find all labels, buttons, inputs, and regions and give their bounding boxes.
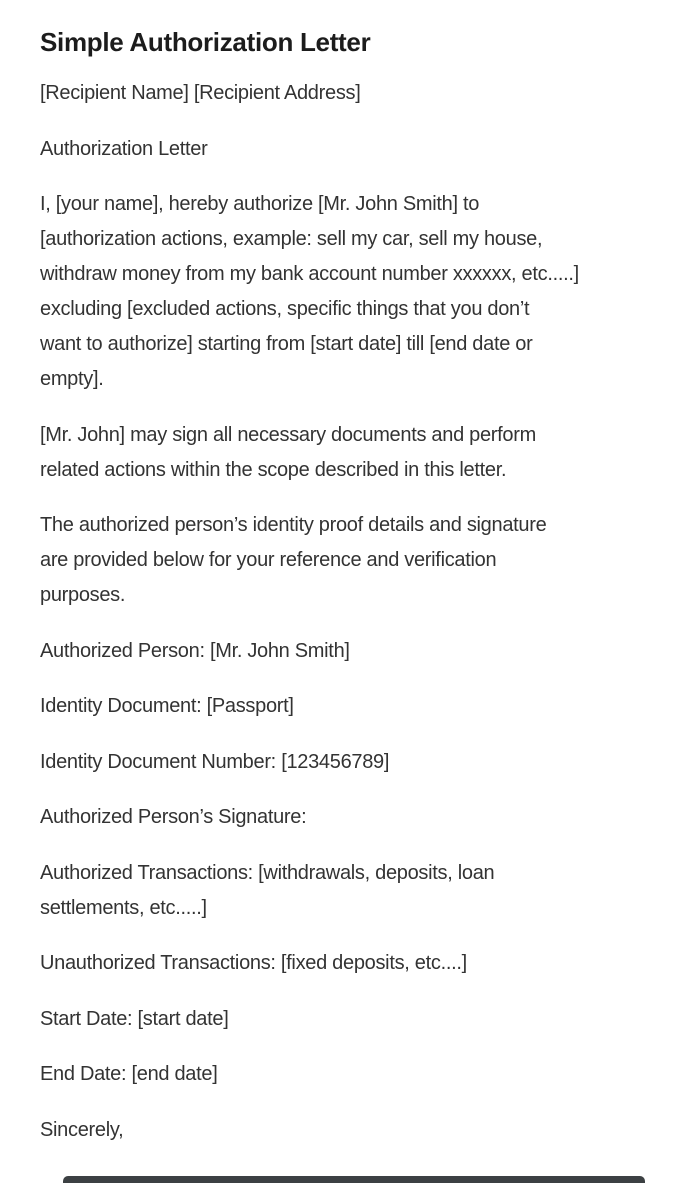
text-line: excluding [excluded actions, specific things that you don’t <box>40 298 530 320</box>
letter-paragraph-scope <box>40 418 680 488</box>
text-line: [Recipient Name] [Recipient Address] <box>40 82 361 104</box>
text-line: Unauthorized Transactions: [fixed deposits, etc....] <box>40 952 467 974</box>
text-line: purposes. <box>40 584 126 606</box>
text-line: withdraw money from my bank account number xxxxxx, etc.....] <box>40 263 579 285</box>
page-title: Simple Authorization Letter <box>40 27 371 57</box>
text-line: [authorization actions, example: sell my car, sell my house, <box>40 228 543 250</box>
text-line: Authorization Letter <box>40 137 208 160</box>
partial-dark-embed-bar <box>63 1176 645 1183</box>
text-line: [Mr. John] may sign all necessary documents and perform <box>40 423 536 446</box>
text-line: empty]. <box>40 368 104 390</box>
text-line: Authorized Transactions: [withdrawals, deposits, loan <box>40 861 495 884</box>
text-line: Sincerely, <box>40 1118 124 1141</box>
letter-paragraph-doc-label <box>40 132 680 167</box>
text-line: I, [your name], hereby authorize [Mr. John Smith] to <box>40 193 480 215</box>
text-line: Identity Document: [Passport] <box>40 695 294 717</box>
text-line: settlements, etc.....] <box>40 896 207 919</box>
letter-paragraph-recipient <box>40 76 680 111</box>
text-line: are provided below for your reference and verification <box>40 549 497 571</box>
text-line: Start Date: [start date] <box>40 1007 229 1030</box>
field-start-date <box>40 1002 680 1037</box>
text-line: related actions within the scope described in this letter. <box>40 458 507 481</box>
text-line: Authorized Person’s Signature: <box>40 806 307 828</box>
field-unauthorized-transactions <box>40 946 680 981</box>
field-identity-document <box>40 689 680 724</box>
field-end-date <box>40 1057 680 1092</box>
text-line: The authorized person’s identity proof details and signature <box>40 514 547 536</box>
letter-closing <box>40 1113 680 1148</box>
letter-paragraph-identity-intro <box>40 508 680 613</box>
text-line: Authorized Person: [Mr. John Smith] <box>40 639 350 662</box>
field-authorized-transactions <box>40 856 680 926</box>
text-line: want to authorize] starting from [start date] till [end date or <box>40 333 533 355</box>
text-line: End Date: [end date] <box>40 1063 218 1085</box>
letter-paragraph-authorization-body <box>40 187 680 397</box>
field-signature <box>40 800 680 835</box>
text-line: Identity Document Number: [123456789] <box>40 750 390 773</box>
field-authorized-person <box>40 634 680 669</box>
field-identity-document-number <box>40 745 680 780</box>
